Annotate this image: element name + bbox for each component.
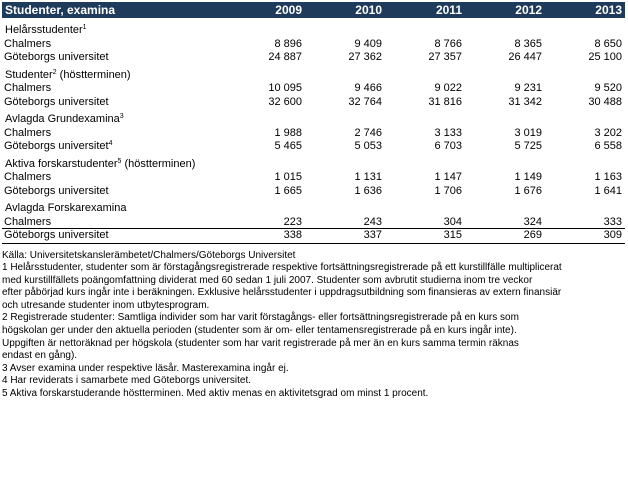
cell-value: 27 362	[348, 51, 382, 63]
cell-value: 27 357	[428, 51, 462, 63]
footnote-line: med kurstillfällets poängomfattning dividerat med 60 sedan 1 juli 2007. Studenter som avbrutit studierna inom tre veckor	[2, 274, 533, 286]
year-header: 2012	[515, 3, 542, 17]
footnote-line: 2 Registrerade studenter: Samtliga individer som har varit förstagångs- eller fortsättningsregistrerade på en kurs som	[2, 312, 519, 324]
cell-value: 338	[283, 229, 302, 241]
footnote-line: 4 Har reviderats i samarbete med Göteborgs universitet.	[2, 375, 251, 387]
section-label	[2, 24, 625, 38]
cell-value: 1 676	[514, 184, 542, 197]
table-row	[2, 51, 625, 65]
table-row	[2, 127, 625, 141]
table-bottom-rule	[2, 243, 625, 244]
cell-value: 1 706	[434, 184, 462, 197]
table-row	[2, 216, 625, 230]
row-label-text: Chalmers	[4, 215, 52, 228]
cell-value: 8 766	[434, 37, 462, 50]
year-header: 2010	[355, 3, 382, 17]
cell-value: 6 558	[594, 140, 622, 152]
cell-value: 26 447	[508, 51, 542, 63]
cell-value: 5 725	[514, 140, 542, 152]
table-row	[2, 82, 625, 96]
section-label-suffix: (höstterminen)	[56, 68, 131, 81]
section-label	[2, 69, 625, 83]
cell-value: 333	[603, 215, 622, 228]
cell-value: 8 896	[274, 37, 302, 50]
section-label-text: Helårsstudenter	[5, 24, 83, 36]
footnote-line: och utresande studenter inom utbytesprogram.	[2, 299, 210, 311]
cell-value: 9 022	[434, 82, 462, 94]
cell-value: 32 600	[268, 95, 302, 108]
section-label	[2, 158, 625, 172]
cell-value: 223	[283, 215, 302, 228]
cell-value: 315	[443, 229, 462, 241]
footnote-line: efter påbörjad kurs ingår inte i beräkningen. Exklusive helårsstudenter i uppdragsutbildning som finansieras av extern finansiär	[2, 287, 562, 299]
section-label	[2, 113, 625, 127]
row-label-text: Chalmers	[4, 37, 52, 50]
cell-value: 9 520	[594, 82, 622, 94]
section-heading	[2, 113, 625, 127]
row-label-text: Göteborgs universitet	[4, 229, 109, 241]
footnote-line: 1 Helårsstudenter, studenter som är förstagångsregistrerade respektive fortsättningsregistrerade på ett kurstillfälle multiplicerat	[2, 262, 562, 274]
section-label-text: Avlagda Grundexamina	[5, 113, 120, 125]
row-label-text: Chalmers	[4, 126, 52, 139]
cell-value: 6 703	[434, 140, 462, 152]
cell-value: 1 665	[274, 184, 302, 197]
cell-value: 1 147	[434, 171, 462, 183]
cell-value: 31 816	[428, 95, 462, 108]
section-label-text: Studenter	[5, 68, 53, 81]
cell-value: 9 231	[514, 82, 542, 94]
row-label-text: Chalmers	[4, 82, 52, 94]
cell-value: 5 053	[354, 140, 382, 152]
row-label-text: Chalmers	[4, 171, 52, 183]
table-row	[2, 171, 625, 185]
section-heading	[2, 158, 625, 172]
footnote-line: Uppgiften är nettoräknad per högskola (studenter som har varit registrerade på mer än en kurs samma termin räknas	[2, 337, 519, 349]
row-label	[2, 96, 222, 110]
footnote-marker: 2	[52, 68, 57, 76]
footnote-marker: 4	[108, 140, 113, 147]
row-label-text: Göteborgs universitet	[4, 184, 109, 197]
row-label-text: Göteborgs universitet	[4, 140, 109, 152]
cell-value: 1 015	[274, 171, 302, 183]
cell-value: 1 988	[274, 126, 302, 139]
cell-value: 324	[523, 215, 542, 228]
table-row	[2, 140, 625, 154]
row-label-text: Göteborgs universitet	[4, 95, 109, 108]
footnotes	[2, 250, 625, 401]
table-row	[2, 229, 625, 243]
row-label-text: Göteborgs universitet	[4, 51, 109, 63]
section-heading	[2, 24, 625, 38]
row-label	[2, 140, 222, 154]
cell-value: 3 133	[434, 126, 462, 139]
row-label	[2, 127, 222, 141]
footnote-line: högskolan ger under den aktuella perioden (studenter som är om- eller tentamensregistrerade på en kurs ingår inte).	[2, 325, 517, 337]
row-label	[2, 38, 222, 52]
cell-value: 1 163	[594, 171, 622, 183]
cell-value: 304	[443, 215, 462, 228]
section-heading	[2, 69, 625, 83]
row-label	[2, 185, 222, 199]
cell-value: 309	[603, 229, 622, 241]
row-label	[2, 229, 222, 243]
footnote-line: 3 Avser examina under respektive läsår. Masterexamina ingår ej.	[2, 362, 289, 374]
table-header	[2, 2, 625, 18]
table-body	[2, 24, 625, 243]
cell-value: 10 095	[268, 82, 302, 94]
cell-value: 32 764	[348, 95, 382, 108]
cell-value: 25 100	[588, 51, 622, 63]
cell-value: 1 641	[594, 184, 622, 197]
cell-value: 9 466	[354, 82, 382, 94]
footnote-marker: 5	[117, 157, 122, 165]
year-header: 2013	[595, 3, 622, 17]
footnote-line: Källa: Universitetskanslerämbetet/Chalmers/Göteborgs Universitet	[2, 249, 296, 261]
section-label	[2, 202, 625, 216]
section-label-suffix: (höstterminen)	[121, 157, 196, 170]
cell-value: 3 019	[514, 126, 542, 139]
cell-value: 1 636	[354, 184, 382, 197]
table-row	[2, 96, 625, 110]
cell-value: 1 149	[514, 171, 542, 183]
statistics-table	[2, 2, 625, 401]
table-title: Studenter, examina	[5, 3, 116, 17]
cell-value: 243	[363, 215, 382, 228]
footnote-line: endast en gång).	[2, 350, 78, 362]
cell-value: 3 202	[594, 126, 622, 139]
cell-value: 5 465	[274, 140, 302, 152]
footnote-marker: 3	[119, 113, 124, 120]
row-label	[2, 216, 222, 229]
row-label	[2, 51, 222, 65]
footnote-line: 5 Aktiva forskarstuderande höstterminen. Med aktiv menas en aktivitetsgrad om minst 1 procent.	[2, 388, 429, 400]
cell-value: 1 131	[354, 171, 382, 183]
row-label	[2, 82, 222, 96]
row-label	[2, 171, 222, 185]
section-label-text: Avlagda Forskarexamina	[5, 202, 127, 214]
cell-value: 337	[363, 229, 382, 241]
table-row	[2, 38, 625, 52]
year-header: 2009	[275, 3, 302, 17]
cell-value: 30 488	[588, 95, 622, 108]
section-label-text: Aktiva forskarstudenter	[5, 157, 118, 170]
cell-value: 31 342	[508, 95, 542, 108]
table-row	[2, 185, 625, 199]
cell-value: 2 746	[354, 126, 382, 139]
cell-value: 24 887	[268, 51, 302, 63]
section-heading	[2, 202, 625, 216]
cell-value: 8 365	[514, 37, 542, 50]
cell-value: 8 650	[594, 37, 622, 50]
footnote-marker: 1	[82, 24, 87, 31]
cell-value: 269	[523, 229, 542, 241]
cell-value: 9 409	[354, 37, 382, 50]
year-header: 2011	[435, 3, 462, 17]
